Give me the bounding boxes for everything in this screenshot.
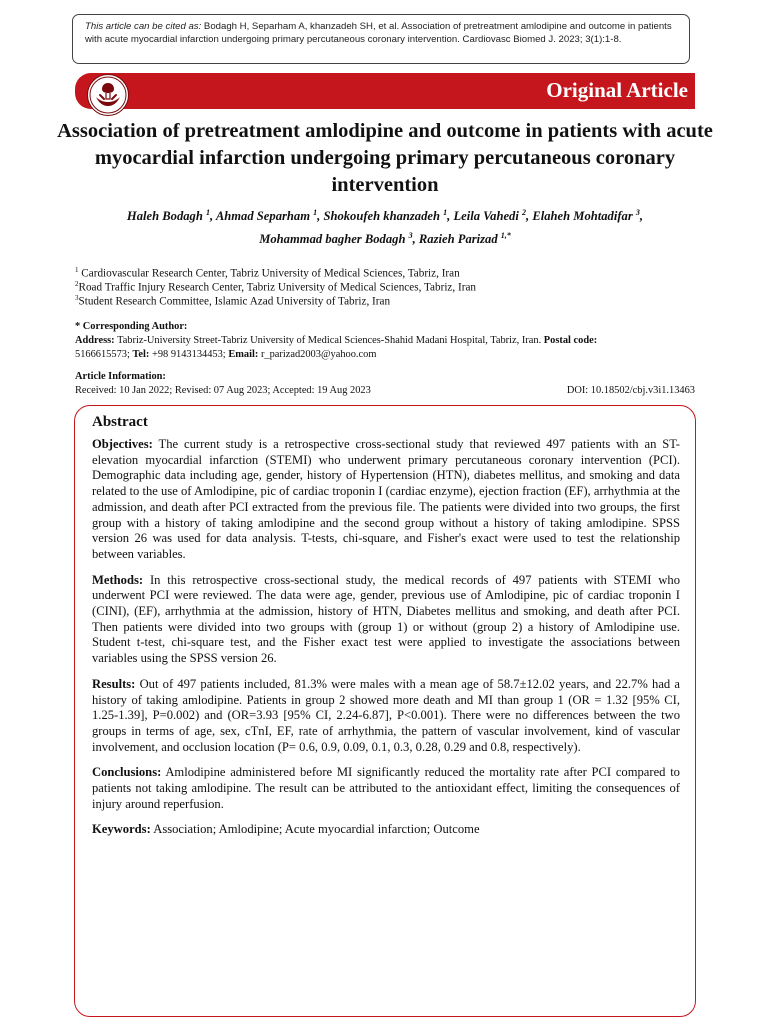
email-link[interactable]: r_parizad2003@yahoo.com	[260, 348, 377, 360]
author: Mohammad bagher Bodagh $^3$,	[259, 231, 419, 247]
affiliation: $^3$Student Research Committee, Islamic Azad University of Tabriz, Iran	[75, 294, 391, 308]
author: Shokoufeh khanzadeh $^1$,	[323, 208, 454, 224]
corresponding-heading: * Corresponding Author:	[75, 321, 188, 332]
author: Razieh Parizad $^{1,*}$	[418, 231, 511, 247]
author: Ahmad Separham $^1$,	[215, 208, 324, 224]
postal-code: 5166615573;	[75, 348, 130, 360]
abstract-keywords: Keywords: Association; Amlodipine; Acute myocardial infarction; Outcome	[92, 822, 480, 837]
abstract-box	[74, 405, 696, 1017]
abstract-objectives: Objectives: The current study is a retrospective cross-sectional study that reviewed 497 patients with an ST-elevation myocardial infarction (STEMI) who underwent primary percutaneous coronary intervention (PCI). Demographic data including age, gender, history of Hypertension (HTN), diabetes mellitus, and smoking and data related to the use of Amlodipine, pic of cardiac troponin I (cardiac enzyme), ejection fraction (EF), arrhythmia at the admission, and death after PCI extracted from the previous file. The patients were divided into two groups, the first group with a history of taking amlodipine and the second group without a history of taking amlodipine. SPSS version 26 was used for data analysis. T-tests, chi-square, and Fisher's exact were used to test the relationship between variables.	[92, 437, 681, 561]
article-info-heading: Article Information:	[75, 371, 166, 382]
author: Elaheh Mohtadifar $^3$,	[532, 208, 644, 224]
author: Leila Vahedi $^2$,	[453, 208, 533, 224]
doi-link[interactable]: DOI: 10.18502/cbj.v3i1.13463	[566, 385, 695, 396]
article-title: Association of pretreatment amlodipine and outcome in patients with acute myocardial infarction undergoing primary percutaneous coronary intervention	[57, 120, 713, 196]
corresponding-author: * Corresponding Author: Address: Tabriz-University Street-Tabriz University of Medical Sciences-Shahid Madani Hospital, Tabriz, Iran. Postal code: 5166615573; Tel: +98 9143134453; Email: r_parizad2003@yahoo.com	[75, 321, 598, 360]
article-dates: Received: 10 Jan 2022; Revised: 07 Aug 2023; Accepted: 19 Aug 2023	[75, 385, 371, 396]
telephone: +98 9143134453;	[152, 348, 226, 360]
journal-logo-icon	[87, 74, 129, 116]
address: Tabriz-University Street-Tabriz University of Medical Sciences-Shahid Madani Hospital, Tabriz, Iran.	[117, 334, 542, 346]
article-type-label: Original Article	[546, 78, 688, 102]
article-info	[75, 370, 695, 398]
affiliation: $^2$Road Traffic Injury Research Center, Tabriz University of Medical Sciences, Tabriz, Iran	[75, 280, 477, 294]
abstract-heading: Abstract	[92, 414, 148, 430]
citation-lead: This article can be cited as:	[85, 21, 202, 32]
citation-box	[72, 14, 690, 64]
affiliation: $^1$ Cardiovascular Research Center, Tabriz University of Medical Sciences, Tabriz, Iran	[75, 266, 460, 280]
abstract-results: Results: Out of 497 patients included, 81.3% were males with a mean age of 58.7±12.02 years, and 22.7% had a history of taking amlodipine. Patients in group 2 showed more death and MI than group 1 (OR = 1.32 [95% CI, 1.25-1.39], P=0.002) and (OR=3.93 [95% CI, 2.24-6.87], P<0.001). There were no differences between the two groups in terms of age, sex, cTnI, EF, rate of arrhythmia, the pattern of vascular involvement, kind of vascular involvement, and occlusion location (P= 0.6, 0.9, 0.09, 0.1, 0.3, 0.28, 0.29 and 0.8, respectively).	[92, 676, 680, 754]
citation-text: Bodagh H, Separham A, khanzadeh SH, et al. Association of pretreatment amlodipine and outcome in patients with acute myocardial infarction undergoing primary percutaneous coronary intervention. Cardiovasc Biomed J. 2023; 3(1):1-8.	[85, 21, 672, 46]
abstract-conclusions: Conclusions: Amlodipine administered before MI significantly reduced the mortality rate after PCI compared to patients not taking amlodipine. The result can be attributed to the antioxidant effect, limiting the consequences of injury around reperfusion.	[92, 765, 680, 811]
author-list	[40, 203, 730, 249]
abstract-methods: Methods: In this retrospective cross-sectional study, the medical records of 497 patients with STEMI who underwent PCI were reviewed. The data were age, gender, previous use of Amlodipine, pic of cardiac troponin I (CINI), (EF), arrhythmia at the admission, history of HTN, Diabetes mellitus and smoking, and death after PCI. Then patients were divided into two groups with (group 1) or without (group 2) a history of Amlodipine use. Student t-test, chi-square test, and the Fisher exact test were applied to investigate the associations between variables using the SPSS version 26.	[92, 572, 680, 666]
author: Haleh Bodagh $^1$,	[126, 208, 216, 224]
